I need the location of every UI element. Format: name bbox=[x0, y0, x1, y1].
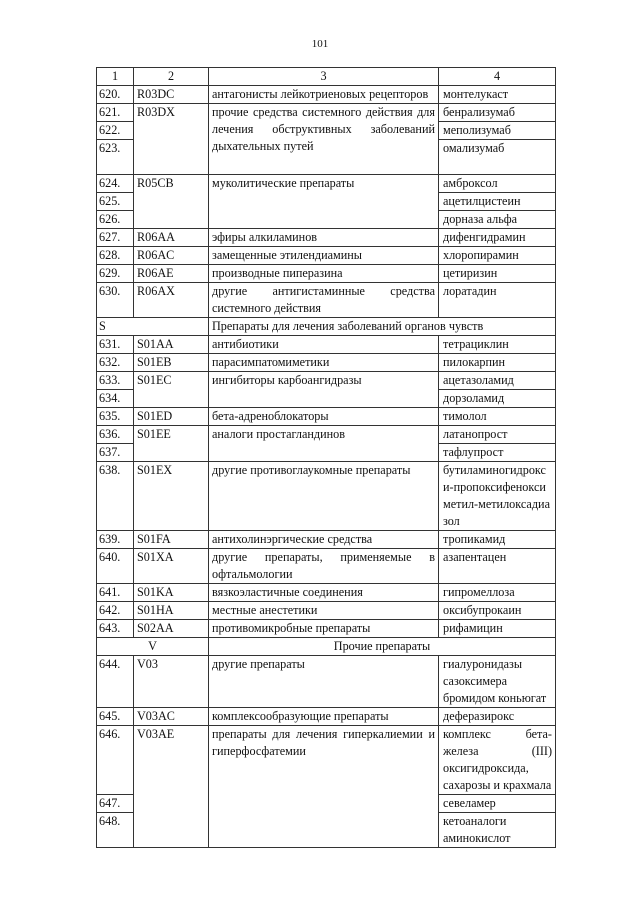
drug-name: меполизумаб bbox=[439, 122, 556, 140]
row-number: 631. bbox=[97, 336, 134, 354]
drug-name: пилокарпин bbox=[439, 354, 556, 372]
row-number: 622. bbox=[97, 122, 134, 140]
drug-group: другие препараты, применяемые в офтальмологии bbox=[209, 549, 439, 584]
row-number: 648. bbox=[97, 813, 134, 848]
table-row bbox=[97, 426, 556, 444]
row-number: 645. bbox=[97, 708, 134, 726]
drug-group: муколитические препараты bbox=[209, 175, 439, 229]
drug-name: лоратадин bbox=[439, 283, 556, 318]
table-row bbox=[97, 229, 556, 247]
drug-name: гиалуронидазы сазоксимера бромидом коньюгат bbox=[439, 656, 556, 708]
atc-code: S01FA bbox=[134, 531, 209, 549]
atc-code: S01AA bbox=[134, 336, 209, 354]
drug-name: ацетилцистеин bbox=[439, 193, 556, 211]
row-number: 637. bbox=[97, 444, 134, 462]
table-row bbox=[97, 549, 556, 584]
table-row bbox=[97, 531, 556, 549]
drug-name: кетоаналоги аминокислот bbox=[439, 813, 556, 848]
drug-name: ацетазоламид bbox=[439, 372, 556, 390]
atc-code: S01KA bbox=[134, 584, 209, 602]
drug-name: омализумаб bbox=[439, 140, 556, 175]
drug-group: замещенные этилендиамины bbox=[209, 247, 439, 265]
atc-code: S01HA bbox=[134, 602, 209, 620]
table-row bbox=[97, 86, 556, 104]
drug-group: производные пиперазина bbox=[209, 265, 439, 283]
drug-group: комплексообразующие препараты bbox=[209, 708, 439, 726]
table-row bbox=[97, 265, 556, 283]
section-title: Препараты для лечения заболеваний органов чувств bbox=[209, 318, 556, 336]
drug-name: тимолол bbox=[439, 408, 556, 426]
row-number: 621. bbox=[97, 104, 134, 122]
drug-group: другие антигистаминные средства системного действия bbox=[209, 283, 439, 318]
drug-name: севеламер bbox=[439, 795, 556, 813]
row-number: 639. bbox=[97, 531, 134, 549]
table-row bbox=[97, 354, 556, 372]
drug-name: азапентацен bbox=[439, 549, 556, 584]
drug-name: оксибупрокаин bbox=[439, 602, 556, 620]
table-row bbox=[97, 372, 556, 390]
section-code: V bbox=[97, 638, 209, 656]
page-number: 101 bbox=[311, 38, 329, 50]
row-number: 628. bbox=[97, 247, 134, 265]
drug-group: вязкоэластичные соединения bbox=[209, 584, 439, 602]
table-header-row bbox=[97, 68, 556, 86]
row-number: 641. bbox=[97, 584, 134, 602]
table-row bbox=[97, 408, 556, 426]
drug-name: рифамицин bbox=[439, 620, 556, 638]
atc-code: S01XA bbox=[134, 549, 209, 584]
drug-name: дифенгидрамин bbox=[439, 229, 556, 247]
atc-code: S02AA bbox=[134, 620, 209, 638]
atc-code: R06AX bbox=[134, 283, 209, 318]
row-number: 644. bbox=[97, 656, 134, 708]
table-row bbox=[97, 620, 556, 638]
drug-group: другие противоглаукомные препараты bbox=[209, 462, 439, 531]
drug-name: гипромеллоза bbox=[439, 584, 556, 602]
drug-group: парасимпатомиметики bbox=[209, 354, 439, 372]
section-title: Прочие препараты bbox=[209, 638, 556, 656]
atc-code: R06AE bbox=[134, 265, 209, 283]
drug-name: бутиламиногидрокси-пропоксифеноксиметил-метилоксадиазол bbox=[439, 462, 556, 531]
row-number: 636. bbox=[97, 426, 134, 444]
drug-name: деферазирокс bbox=[439, 708, 556, 726]
drug-group: антибиотики bbox=[209, 336, 439, 354]
section-row bbox=[97, 318, 556, 336]
drug-group: другие препараты bbox=[209, 656, 439, 708]
row-number: 633. bbox=[97, 372, 134, 390]
drug-group: противомикробные препараты bbox=[209, 620, 439, 638]
drug-name: хлоропирамин bbox=[439, 247, 556, 265]
row-number: 634. bbox=[97, 390, 134, 408]
atc-code: S01EC bbox=[134, 372, 209, 408]
drug-group: бета-адреноблокаторы bbox=[209, 408, 439, 426]
row-number: 638. bbox=[97, 462, 134, 531]
atc-code: V03AE bbox=[134, 726, 209, 848]
atc-code: V03 bbox=[134, 656, 209, 708]
column-header: 4 bbox=[439, 68, 556, 86]
row-number: 620. bbox=[97, 86, 134, 104]
table-row bbox=[97, 175, 556, 193]
atc-code: S01ED bbox=[134, 408, 209, 426]
row-number: 626. bbox=[97, 211, 134, 229]
drug-name: тафлупрост bbox=[439, 444, 556, 462]
row-number: 629. bbox=[97, 265, 134, 283]
column-header: 3 bbox=[209, 68, 439, 86]
drug-group: местные анестетики bbox=[209, 602, 439, 620]
table-row bbox=[97, 247, 556, 265]
atc-code: S01EX bbox=[134, 462, 209, 531]
drug-group: антихолинэргические средства bbox=[209, 531, 439, 549]
column-header: 1 bbox=[97, 68, 134, 86]
drug-group: аналоги простагландинов bbox=[209, 426, 439, 462]
row-number: 642. bbox=[97, 602, 134, 620]
table-row bbox=[97, 104, 556, 122]
row-number: 627. bbox=[97, 229, 134, 247]
atc-code: R06AC bbox=[134, 247, 209, 265]
table-row bbox=[97, 584, 556, 602]
section-row bbox=[97, 638, 556, 656]
drug-name: тропикамид bbox=[439, 531, 556, 549]
drug-name: тетрациклин bbox=[439, 336, 556, 354]
drug-name: бенрализумаб bbox=[439, 104, 556, 122]
drug-name: латанопрост bbox=[439, 426, 556, 444]
drug-name: дорназа альфа bbox=[439, 211, 556, 229]
row-number: 635. bbox=[97, 408, 134, 426]
atc-code: R06AA bbox=[134, 229, 209, 247]
drug-name: дорзоламид bbox=[439, 390, 556, 408]
table-row bbox=[97, 602, 556, 620]
row-number: 646. bbox=[97, 726, 134, 795]
row-number: 624. bbox=[97, 175, 134, 193]
atc-code: R03DC bbox=[134, 86, 209, 104]
drug-group: ингибиторы карбоангидразы bbox=[209, 372, 439, 408]
drug-name: амброксол bbox=[439, 175, 556, 193]
drug-name: комплекс бета-железа (III) оксигидроксида, сахарозы и крахмала bbox=[439, 726, 556, 795]
column-header: 2 bbox=[134, 68, 209, 86]
section-code: S bbox=[97, 318, 209, 336]
drug-name: цетиризин bbox=[439, 265, 556, 283]
row-number: 630. bbox=[97, 283, 134, 318]
drug-group: антагонисты лейкотриеновых рецепторов bbox=[209, 86, 439, 104]
atc-code: S01EB bbox=[134, 354, 209, 372]
row-number: 632. bbox=[97, 354, 134, 372]
table-row bbox=[97, 708, 556, 726]
row-number: 643. bbox=[97, 620, 134, 638]
drug-table bbox=[96, 67, 556, 848]
atc-code: R03DX bbox=[134, 104, 209, 175]
table-row bbox=[97, 283, 556, 318]
drug-name: монтелукаст bbox=[439, 86, 556, 104]
table-row bbox=[97, 656, 556, 708]
row-number: 625. bbox=[97, 193, 134, 211]
drug-group: препараты для лечения гиперкалиемии и гиперфосфатемии bbox=[209, 726, 439, 848]
row-number: 647. bbox=[97, 795, 134, 813]
row-number: 623. bbox=[97, 140, 134, 175]
drug-group: эфиры алкиламинов bbox=[209, 229, 439, 247]
atc-code: R05CB bbox=[134, 175, 209, 229]
drug-group: прочие средства системного действия для лечения обструктивных заболеваний дыхательных путей bbox=[209, 104, 439, 175]
table-row bbox=[97, 462, 556, 531]
atc-code: S01EE bbox=[134, 426, 209, 462]
row-number: 640. bbox=[97, 549, 134, 584]
atc-code: V03AC bbox=[134, 708, 209, 726]
table-row bbox=[97, 336, 556, 354]
table-row bbox=[97, 726, 556, 795]
